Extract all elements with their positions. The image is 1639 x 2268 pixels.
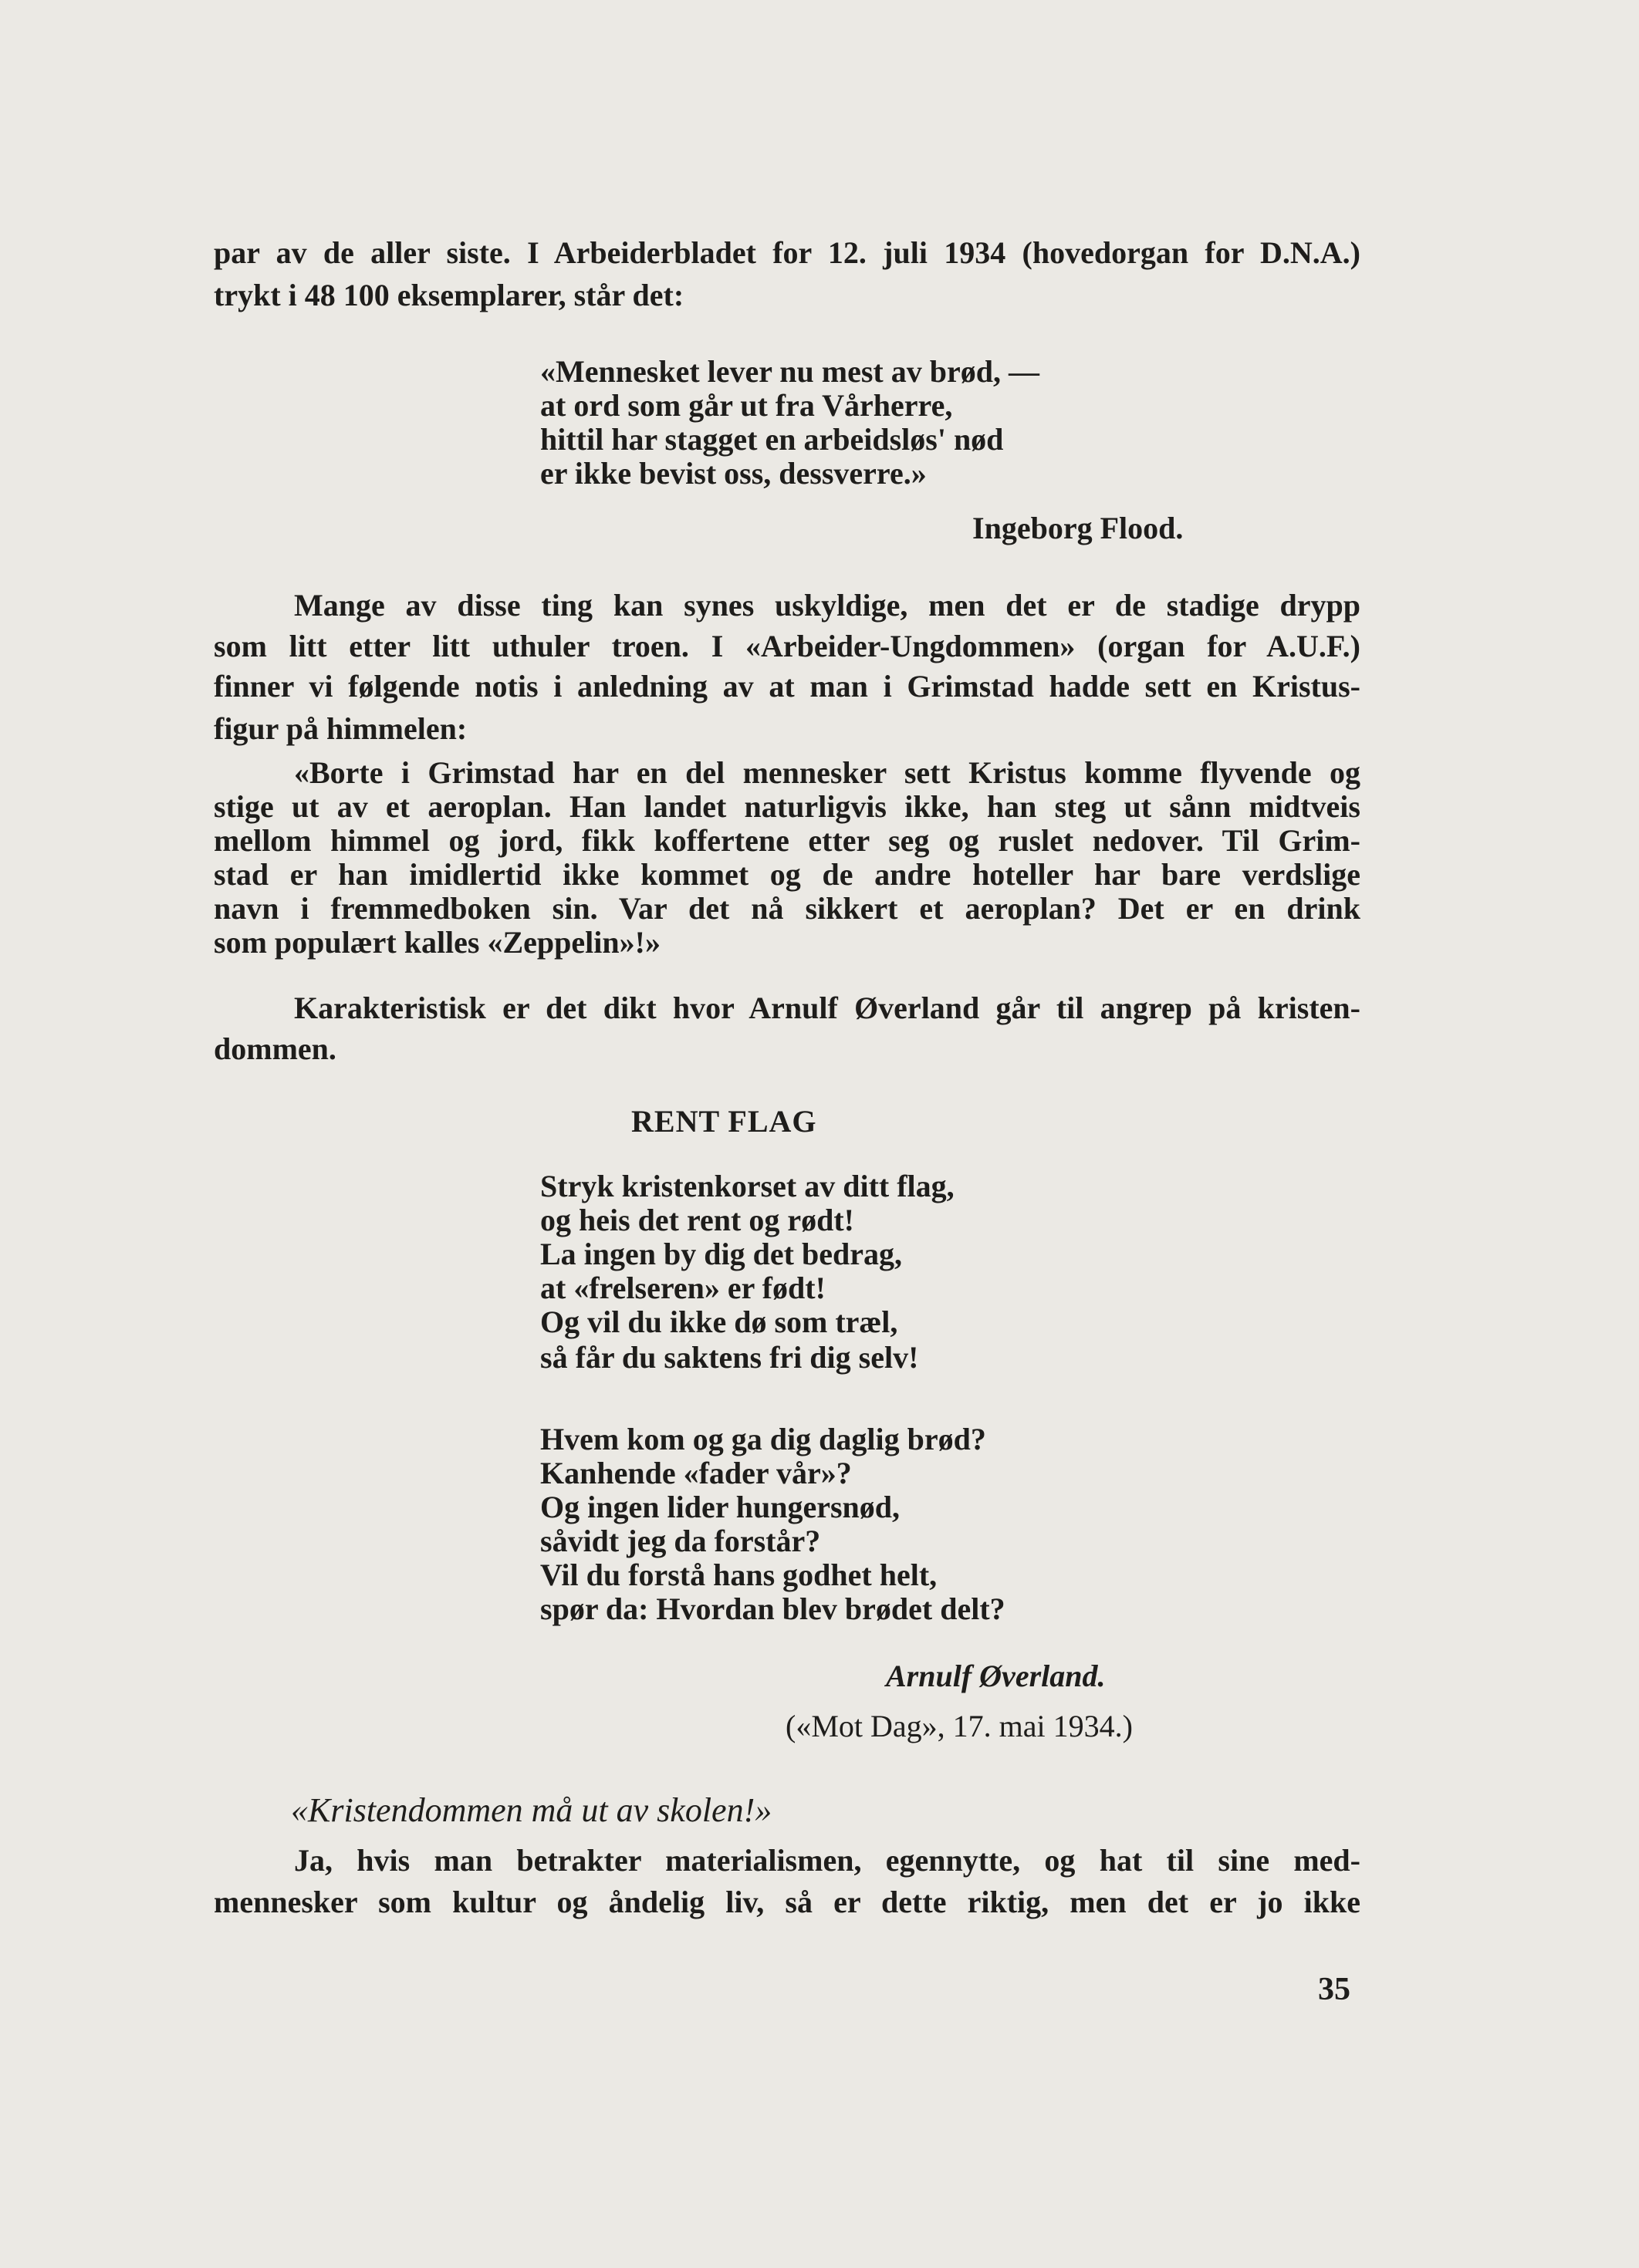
quote-author: Ingeborg Flood. <box>972 511 1184 545</box>
paragraph-line: Ja, hvis man betrakter materialismen, egennytte, og hat til sine med- <box>294 1843 1360 1878</box>
paragraph-line: Karakteristisk er det dikt hvor Arnulf Øverland går til angrep på kristen- <box>294 991 1360 1025</box>
section-title: «Kristendommen må ut av skolen!» <box>291 1791 772 1829</box>
paragraph-line: som litt etter litt uthuler troen. I «Arbeider-Ungdommen» (organ for A.U.F.) <box>214 629 1360 663</box>
quote-line: at ord som går ut fra Vårherre, <box>540 388 953 423</box>
page-number: 35 <box>1318 1972 1350 2007</box>
poem-line: Stryk kristenkorset av ditt flag, <box>540 1169 955 1203</box>
poem-line: La ingen by dig det bedrag, <box>540 1237 902 1271</box>
paragraph-line: mennesker som kultur og åndelig liv, så er dette riktig, men det er jo ikke <box>214 1885 1360 1919</box>
poem-line: Hvem kom og ga dig daglig brød? <box>540 1422 986 1456</box>
poem-line: spør da: Hvordan blev brødet delt? <box>540 1591 1005 1626</box>
poem-line: såvidt jeg da forstår? <box>540 1524 821 1558</box>
notis-line: stad er han imidlertid ikke kommet og de andre hoteller har bare verdslige <box>214 857 1360 892</box>
paragraph-line: finner vi følgende notis i anledning av at man i Grimstad hadde sett en Kristus- <box>214 669 1360 704</box>
intro-line: trykt i 48 100 eksemplarer, står det: <box>214 278 684 312</box>
poem-author: Arnulf Øverland. <box>886 1659 1106 1693</box>
poem-line: Kanhende «fader vår»? <box>540 1456 852 1490</box>
notis-line: som populært kalles «Zeppelin»!» <box>214 925 661 960</box>
paragraph-line: dommen. <box>214 1031 336 1066</box>
poem-source: («Mot Dag», 17. mai 1934.) <box>786 1709 1133 1743</box>
poem-line: Og ingen lider hungersnød, <box>540 1490 901 1524</box>
poem-line: at «frelseren» er født! <box>540 1271 826 1305</box>
poem-title: RENT FLAG <box>631 1104 817 1139</box>
poem-line: Vil du forstå hans godhet helt, <box>540 1558 938 1592</box>
quote-line: «Mennesket lever nu mest av brød, — <box>540 354 1039 389</box>
poem-line: Og vil du ikke dø som træl, <box>540 1304 898 1339</box>
quote-line: er ikke bevist oss, dessverre.» <box>540 456 927 491</box>
notis-line: «Borte i Grimstad har en del mennesker sett Kristus komme flyvende og <box>294 755 1360 790</box>
notis-line: mellom himmel og jord, fikk koffertene etter seg og ruslet nedover. Til Grim- <box>214 823 1360 858</box>
poem-line: og heis det rent og rødt! <box>540 1203 854 1237</box>
intro-line: par av de aller siste. I Arbeiderbladet for 12. juli 1934 (hovedorgan for D.N.A.) <box>214 235 1360 270</box>
notis-line: navn i fremmedboken sin. Var det nå sikkert et aeroplan? Det er en drink <box>214 891 1360 926</box>
paragraph-line: Mange av disse ting kan synes uskyldige, men det er de stadige drypp <box>294 588 1360 623</box>
poem-line: så får du saktens fri dig selv! <box>540 1340 919 1375</box>
quote-line: hittil har stagget en arbeidsløs' nød <box>540 422 1004 457</box>
paragraph-line: figur på himmelen: <box>214 711 468 746</box>
notis-line: stige ut av et aeroplan. Han landet naturligvis ikke, han steg ut sånn midtveis <box>214 789 1360 824</box>
